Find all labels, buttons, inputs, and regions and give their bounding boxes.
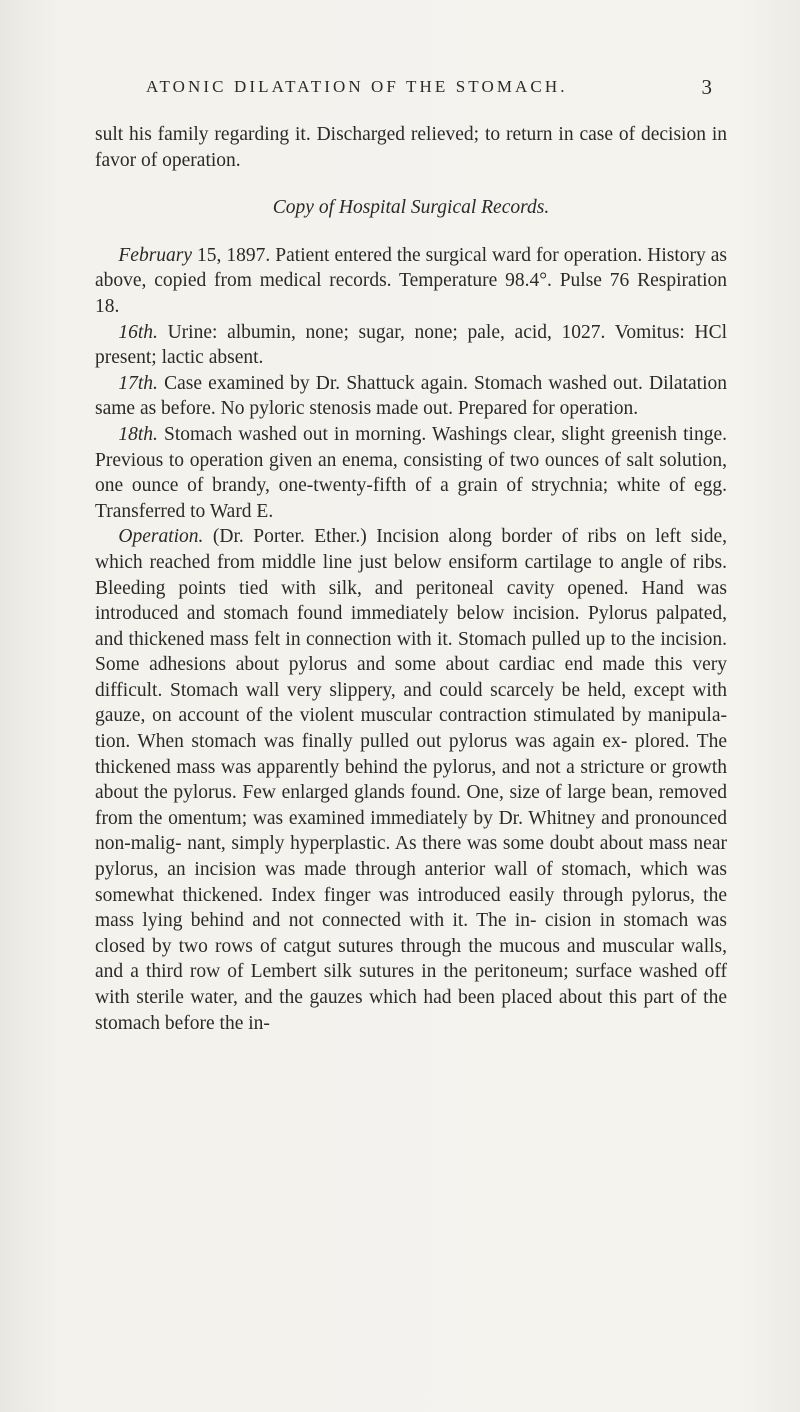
- continued-paragraph: sult his family regarding it. Discharged relieved; to return in case of decision in favor of operation.: [95, 124, 727, 171]
- body-text: [95, 122, 727, 1036]
- record-entry-feb-15: [95, 243, 727, 320]
- operation-paragraph: [95, 524, 727, 1036]
- section-heading: Copy of Hospital Surgical Records.: [272, 197, 550, 219]
- entry-date: 17th.: [118, 372, 158, 394]
- entry-date: 16th.: [118, 321, 158, 343]
- page-header: [146, 72, 712, 102]
- entry-date: February: [118, 244, 193, 266]
- entry-date: 18th.: [118, 423, 158, 445]
- record-entry-16th: [95, 320, 727, 371]
- entry-text: Case examined by Dr. Shattuck again. Stomach washed out. Dilatation same as before. No pyloric stenosis made out. Prepared for operation.: [95, 372, 727, 420]
- entry-text: 15, 1897. Patient entered the surgical ward for operation. History as above, copied from medical records. Temperature 98.4°. Pulse 76 Respiration 18.: [95, 244, 727, 317]
- page-number: 3: [701, 75, 712, 99]
- operation-text: (Dr. Porter. Ether.) Incision along border of ribs on left side, which reached from middle line just below ensiform cartilage to angle of ribs. Bleeding points tied with silk, and peritoneal cavity opened. Hand was introduced and stomach found immediately below incision. Pylorus palpated, and thickened mass felt in connection with it. Stomach pulled up to the incision. Some adhesions about pylorus and some about cardiac end made this very difficult. Stomach wall very slippery, and could scarcely be held, except with gauze, on account of the violent muscular contraction stimulated by manipula- tion. When stomach was finally pulled out pylorus was again ex- plored. The thickened mass was apparently behind the pylorus, and not a stricture or growth about the pylorus. Few enlarged glands found. One, size of large bean, removed from the omentum; was examined immediately by Dr. Whitney and pronounced non-malig- nant, simply hyperplastic. As there was some doubt about mass near pylorus, an incision was made through anterior wall of stomach, which was somewhat thickened. Index finger was introduced easily through pylorus, the mass lying behind and not connected with it. The in- cision in stomach was closed by two rows of catgut sutures through the mucous and muscular walls, and a third row of Lembert silk sutures in the peritoneum; surface washed off with sterile water, and the gauzes which had been placed about this part of the stomach before the in-: [95, 526, 727, 1034]
- record-entry-18th: [95, 422, 727, 524]
- record-entry-17th: [95, 371, 727, 422]
- entry-text: Stomach washed out in morning. Washings clear, slight greenish tinge. Previous to operation given an enema, consisting of two ounces of salt solution, one ounce of brandy, one-twenty-fifth of a grain of strychnia; white of egg. Transferred to Ward E.: [95, 423, 727, 522]
- entry-text: Urine: albumin, none; sugar, none; pale, acid, 1027. Vomitus: HCl present; lactic absent.: [95, 321, 727, 369]
- running-head: ATONIC DILATATION OF THE STOMACH.: [146, 77, 568, 96]
- operation-label: Operation.: [118, 526, 204, 548]
